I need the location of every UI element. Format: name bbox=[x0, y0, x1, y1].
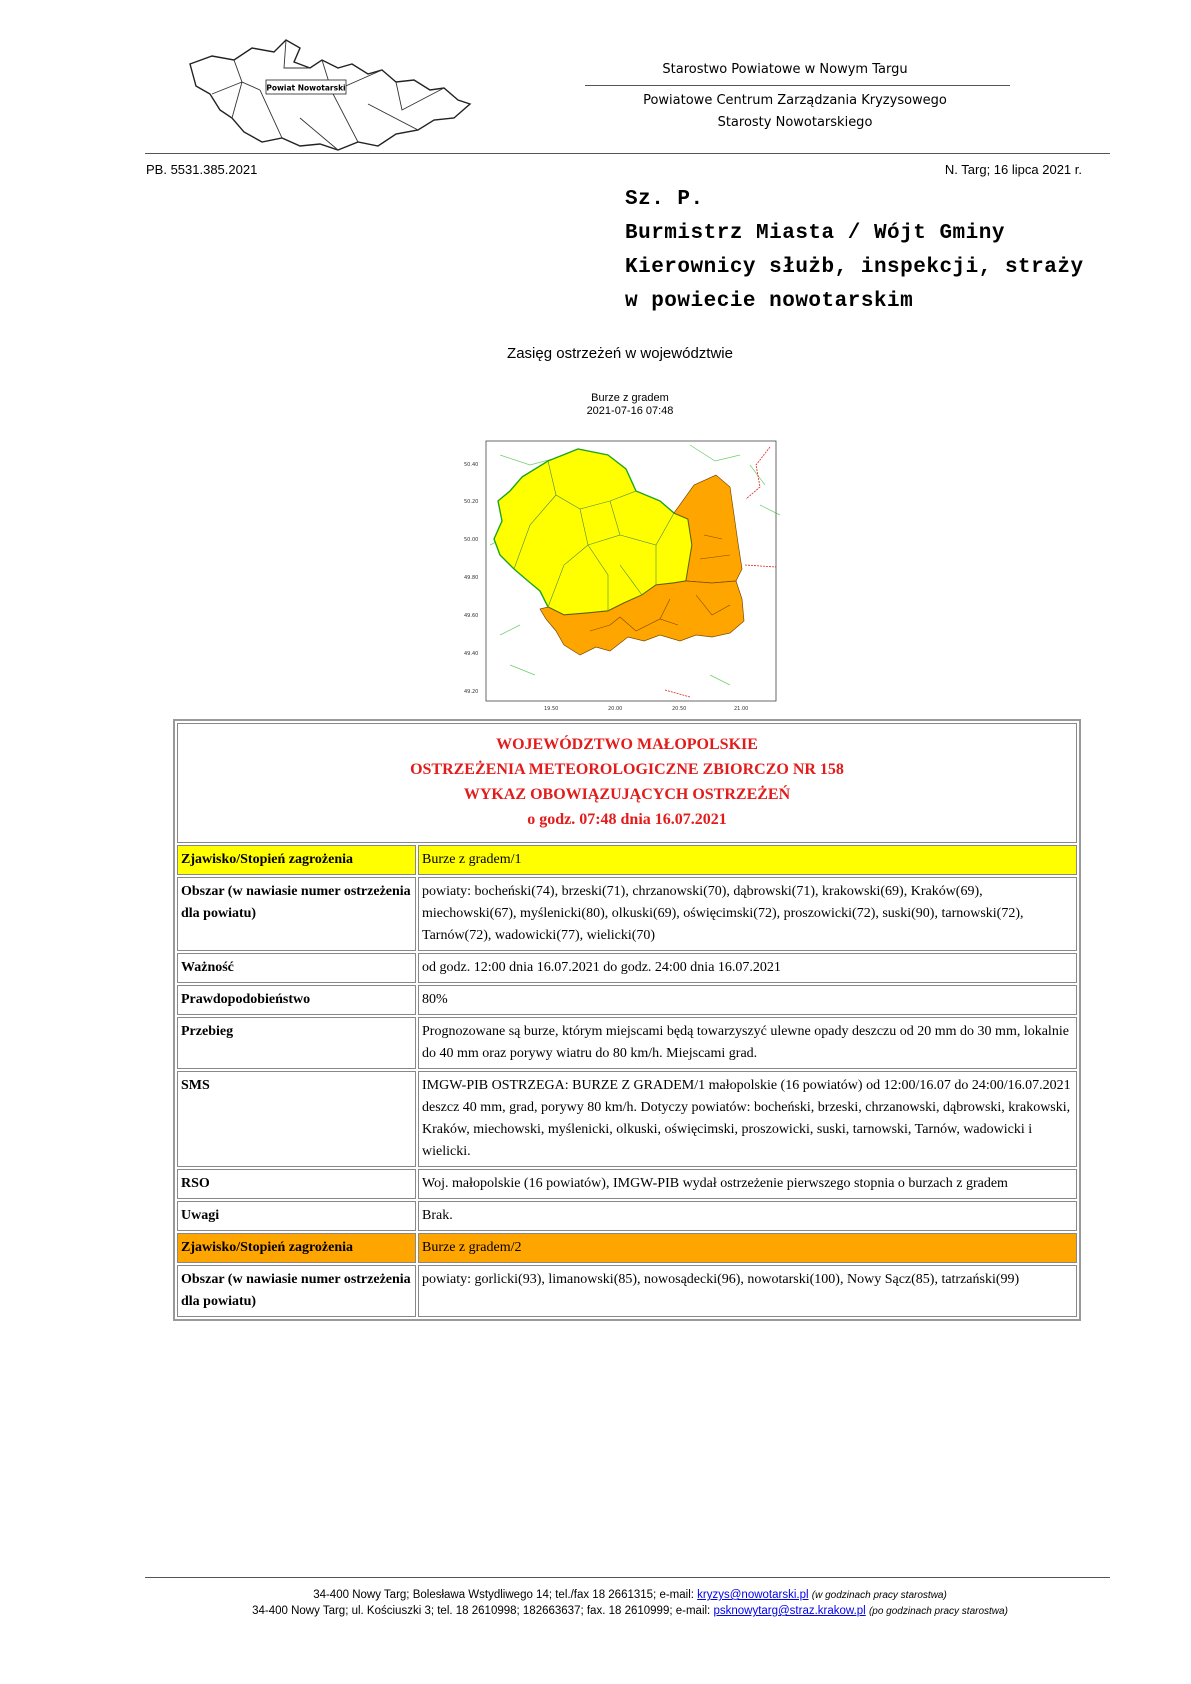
row-value: Burze z gradem/2 bbox=[418, 1233, 1077, 1263]
row-label: Obszar (w nawiasie numer ostrzeżenia dla powiatu) bbox=[177, 1265, 416, 1317]
addressee-line-4: w powiecie nowotarskim bbox=[625, 290, 914, 313]
table-header bbox=[177, 723, 1077, 843]
table-row bbox=[177, 1265, 1077, 1317]
table-row bbox=[177, 1201, 1077, 1231]
footer-email-link-2[interactable]: psknowytarg@straz.krakow.pl bbox=[713, 1605, 866, 1617]
map-x-tick: 19.50 bbox=[544, 706, 559, 712]
row-label: SMS bbox=[177, 1071, 416, 1167]
table-row-phenomenon-2 bbox=[177, 1233, 1077, 1263]
county-map-logo bbox=[182, 34, 482, 154]
row-value: 80% bbox=[418, 985, 1077, 1015]
map-y-tick: 49.60 bbox=[464, 613, 479, 619]
row-value: powiaty: bocheński(74), brzeski(71), chrzanowski(70), dąbrowski(71), krakowski(69), Kraków(69), miechowski(67), myślenicki(80), olkuski(69), oświęcimski(72), proszowicki(72), suski(90), tarnowski(72), Tarnów(72), wadowicki(77), wielicki(70) bbox=[418, 877, 1077, 951]
warning-table bbox=[173, 719, 1081, 1321]
map-x-tick: 20.50 bbox=[672, 706, 687, 712]
table-row bbox=[177, 1017, 1077, 1069]
table-row bbox=[177, 1071, 1077, 1167]
map-x-tick: 20.00 bbox=[608, 706, 623, 712]
logo-label: Powiat Nowotarski bbox=[266, 83, 346, 93]
map-title: Zasięg ostrzeżeń w województwie bbox=[507, 345, 733, 362]
row-value: Prognozowane są burze, którym miejscami będą towarzyszyć ulewne opady deszczu od 20 mm do 30 mm, lokalnie do 40 mm oraz porywy wiatru do 80 km/h. Miejscami grad. bbox=[418, 1017, 1077, 1069]
map-subtitle: Burze z gradem bbox=[591, 392, 669, 404]
table-row-phenomenon-1 bbox=[177, 845, 1077, 875]
footer-note-1: (w godzinach pracy starostwa) bbox=[811, 1590, 947, 1601]
document-reference: PB. 5531.385.2021 bbox=[146, 162, 258, 177]
table-row bbox=[177, 985, 1077, 1015]
row-label: Obszar (w nawiasie numer ostrzeżenia dla powiatu) bbox=[177, 877, 416, 951]
map-x-tick: 21.00 bbox=[734, 706, 749, 712]
footer-note-2: (po godzinach pracy starostwa) bbox=[868, 1606, 1008, 1617]
footer-address-2: 34-400 Nowy Targ; ul. Kościuszki 3; tel. 18 2610998; 182663637; fax. 18 2610999; e-mail: bbox=[252, 1605, 711, 1617]
row-label: Zjawisko/Stopień zagrożenia bbox=[177, 845, 416, 875]
addressee-block bbox=[625, 183, 1084, 319]
row-value: Woj. małopolskie (16 powiatów), IMGW-PIB wydał ostrzeżenie pierwszego stopnia o burzach z gradem bbox=[418, 1169, 1077, 1199]
map-y-tick: 50.20 bbox=[464, 499, 479, 505]
map-timestamp: 2021-07-16 07:48 bbox=[586, 405, 674, 417]
row-label: Prawdopodobieństwo bbox=[177, 985, 416, 1015]
table-header-line-3: WYKAZ OBOWIĄZUJĄCYCH OSTRZEŻEŃ bbox=[463, 786, 791, 803]
table-row bbox=[177, 1169, 1077, 1199]
footer-email-link-1[interactable]: kryzys@nowotarski.pl bbox=[697, 1589, 809, 1601]
row-label: Ważność bbox=[177, 953, 416, 983]
table-row bbox=[177, 953, 1077, 983]
footer-line-1 bbox=[100, 1588, 1160, 1603]
office-line-2: Powiatowe Centrum Zarządzania Kryzysowego bbox=[643, 93, 947, 108]
table-header-row bbox=[177, 723, 1077, 843]
map-y-tick: 49.40 bbox=[464, 651, 479, 657]
row-value: od godz. 12:00 dnia 16.07.2021 do godz. 24:00 dnia 16.07.2021 bbox=[418, 953, 1077, 983]
row-label: RSO bbox=[177, 1169, 416, 1199]
table-header-line-4: o godz. 07:48 dnia 16.07.2021 bbox=[527, 811, 727, 828]
map-y-tick: 49.80 bbox=[464, 575, 479, 581]
footer-line-2 bbox=[100, 1604, 1160, 1619]
footer-divider bbox=[145, 1577, 1110, 1578]
row-label: Przebieg bbox=[177, 1017, 416, 1069]
row-value: IMGW-PIB OSTRZEGA: BURZE Z GRADEM/1 małopolskie (16 powiatów) od 12:00/16.07 do 24:00/16.07.2021 deszcz 40 mm, grad, porywy 80 km/h. Dotyczy powiatów: bocheński, brzeski, chrzanowski, dąbrowski, krakowski, Kraków, miechowski, myślenicki, olkuski, oświęcimski, proszowicki, suski, tarnowski, Tarnów, wadowicki i wielicki. bbox=[418, 1071, 1077, 1167]
map-y-tick: 50.00 bbox=[464, 537, 479, 543]
addressee-line-2: Burmistrz Miasta / Wójt Gminy bbox=[625, 222, 1005, 245]
table-header-line-2: OSTRZEŻENIA METEOROLOGICZNE ZBIORCZO NR 158 bbox=[410, 761, 844, 778]
row-value: powiaty: gorlicki(93), limanowski(85), nowosądecki(96), nowotarski(100), Nowy Sącz(85), tatrzański(99) bbox=[418, 1265, 1077, 1317]
map-y-tick: 50.40 bbox=[464, 462, 479, 468]
row-label: Uwagi bbox=[177, 1201, 416, 1231]
row-value: Brak. bbox=[418, 1201, 1077, 1231]
addressee-line-1: Sz. P. bbox=[625, 188, 704, 211]
addressee-line-3: Kierownicy służb, inspekcji, straży bbox=[625, 256, 1084, 279]
office-line-3: Starosty Nowotarskiego bbox=[717, 115, 873, 130]
table-header-line-1: WOJEWÓDZTWO MAŁOPOLSKIE bbox=[496, 736, 758, 753]
warning-map bbox=[460, 435, 785, 715]
footer-address-1: 34-400 Nowy Targ; Bolesława Wstydliwego 14; tel./fax 18 2661315; e-mail: bbox=[313, 1589, 694, 1601]
map-y-tick: 49.20 bbox=[464, 689, 479, 695]
table-row bbox=[177, 877, 1077, 951]
header-divider-short bbox=[585, 85, 1010, 86]
row-label: Zjawisko/Stopień zagrożenia bbox=[177, 1233, 416, 1263]
header-divider bbox=[145, 153, 1110, 154]
row-value: Burze z gradem/1 bbox=[418, 845, 1077, 875]
office-line-1: Starostwo Powiatowe w Nowym Targu bbox=[662, 62, 908, 77]
place-date: N. Targ; 16 lipca 2021 r. bbox=[944, 162, 1082, 177]
